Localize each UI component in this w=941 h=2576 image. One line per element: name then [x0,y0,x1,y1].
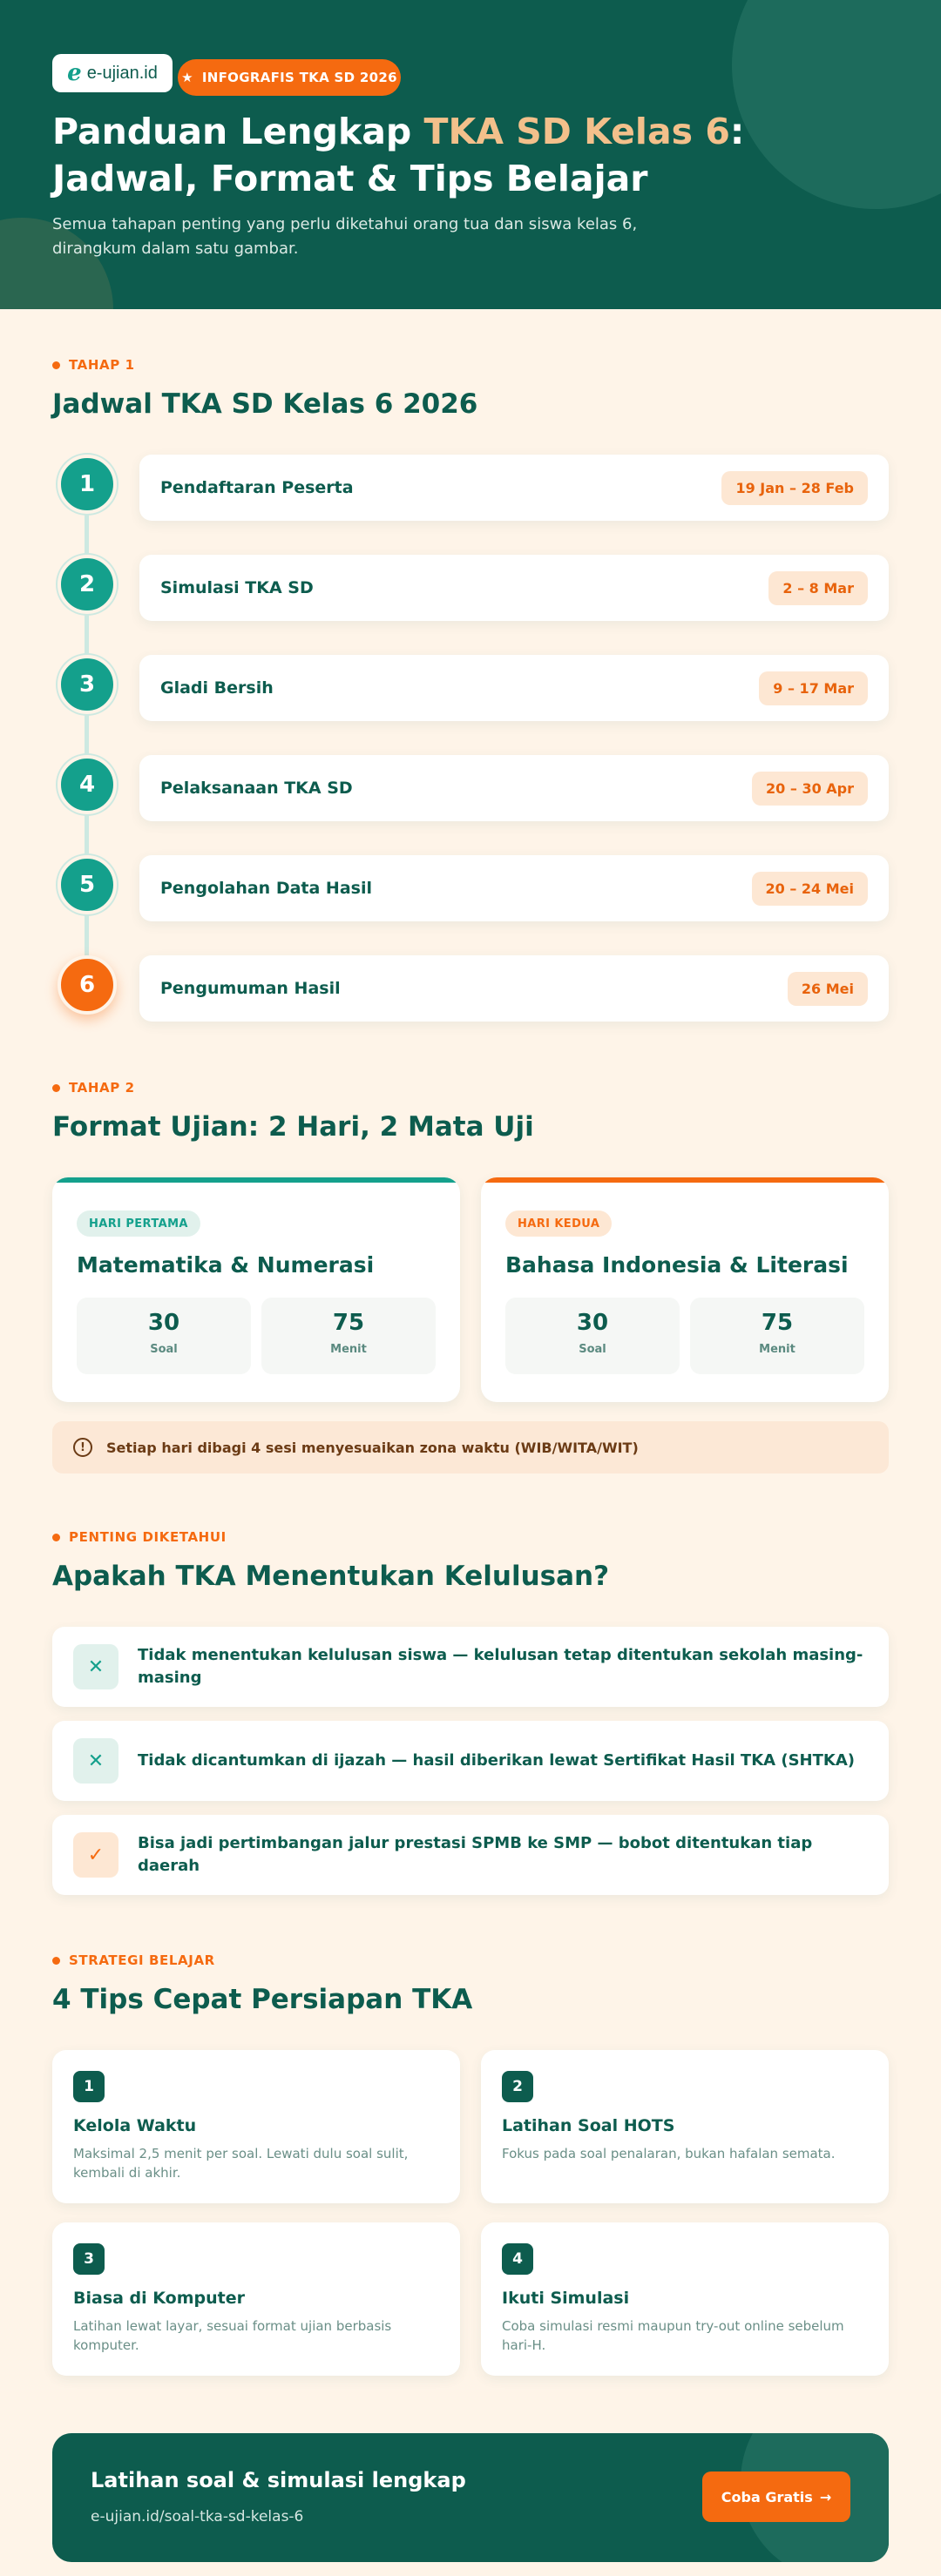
exam-subject: Matematika & Numerasi [77,1252,375,1278]
question-count [505,1298,680,1374]
infographic-tag-label: INFOGRAFIS TKA SD 2026 [201,70,397,85]
bullet-dot-icon [52,1534,60,1541]
step-label: Gladi Bersih [160,678,274,698]
tips-title: 4 Tips Cepat Persiapan TKA [52,1984,473,2015]
stat-value: 75 [332,1310,365,1336]
step-number: 6 [58,955,117,1015]
card-accent-bar [52,1177,460,1183]
star-icon: ★ [181,70,193,85]
format-eyebrow [52,1080,135,1096]
fact-text: Tidak dicantumkan di ijazah — hasil diberikan lewat Sertifikat Hasil TKA (SHTKA) [138,1751,855,1770]
tip-card [481,2050,889,2203]
step-label: Pengolahan Data Hasil [160,879,372,898]
exam-day-card [481,1177,889,1402]
tip-title: Latihan Soal HOTS [502,2116,675,2135]
fact-item [52,1721,889,1801]
date-badge: 2 – 8 Mar [768,571,868,605]
schedule-step [139,555,889,621]
step-number: 1 [58,455,117,514]
step-label: Pendaftaran Peserta [160,478,354,497]
tip-description: Coba simulasi resmi maupun try-out online sebelum hari-H. [502,2318,844,2353]
facts-eyebrow [52,1529,227,1545]
session-note [52,1421,889,1473]
title-accent: TKA SD Kelas 6 [423,111,730,152]
duration [690,1298,864,1374]
arrow-right-icon: → [819,2488,832,2505]
check-icon: ✓ [73,1832,118,1878]
cta-banner [52,2433,889,2562]
schedule-step [139,855,889,921]
hero-header [0,0,941,309]
tip-number: 1 [73,2071,105,2102]
info-icon: ! [73,1438,92,1457]
logo-text: e-ujian.id [86,63,158,83]
stat-unit: Menit [330,1343,367,1356]
title-part: : [729,111,745,152]
step-number: 2 [58,555,117,614]
tip-card [52,2050,460,2203]
format-title: Format Ujian: 2 Hari, 2 Mata Uji [52,1111,534,1143]
eyebrow-label: TAHAP 1 [69,357,135,373]
date-badge: 26 Mei [788,972,868,1006]
step-number: 5 [58,855,117,914]
tip-title: Kelola Waktu [73,2116,197,2135]
fact-item [52,1815,889,1895]
stat-value: 30 [147,1310,180,1336]
exam-subject: Bahasa Indonesia & Literasi [505,1252,849,1278]
date-badge: 20 – 30 Apr [752,772,868,806]
bullet-dot-icon [52,1084,60,1092]
logo-mark-icon: e [67,60,82,86]
duration [261,1298,436,1374]
date-badge: 19 Jan – 28 Feb [721,471,868,505]
eyebrow-label: TAHAP 2 [69,1080,135,1096]
stat-unit: Menit [759,1343,795,1356]
stat-unit: Soal [579,1343,606,1356]
facts-title: Apakah TKA Menentukan Kelulusan? [52,1561,610,1592]
step-label: Simulasi TKA SD [160,578,314,597]
tip-title: Biasa di Komputer [73,2289,245,2308]
try-free-button[interactable] [702,2471,850,2522]
schedule-step [139,955,889,1022]
date-badge: 20 – 24 Mei [752,872,869,906]
tip-number: 3 [73,2243,105,2275]
x-icon: ✕ [73,1644,118,1689]
tip-number: 4 [502,2243,533,2275]
stat-unit: Soal [150,1343,178,1356]
step-number: 3 [58,655,117,714]
title-line2: Jadwal, Format & Tips Belajar [52,158,648,199]
fact-text: Bisa jadi pertimbangan jalur prestasi SPMB ke SMP — bobot ditentukan tiap daerah [138,1834,813,1875]
x-icon: ✕ [73,1738,118,1784]
exam-day-card [52,1177,460,1402]
page-subtitle: Semua tahapan penting yang perlu diketahui orang tua dan siswa kelas 6, dirangkum dalam satu gambar. [52,215,638,258]
schedule-step [139,655,889,721]
tips-eyebrow [52,1952,215,1968]
day-tag: HARI PERTAMA [77,1210,200,1237]
button-label: Coba Gratis [721,2488,813,2505]
schedule-eyebrow [52,357,135,373]
tip-number: 2 [502,2071,533,2102]
tip-description: Maksimal 2,5 menit per soal. Lewati dulu soal sulit, kembali di akhir. [73,2146,409,2181]
title-part: Panduan Lengkap [52,111,424,152]
tip-card [481,2222,889,2376]
eyebrow-label: PENTING DIKETAHUI [69,1529,227,1545]
fact-text: Tidak menentukan kelulusan siswa — kelulusan tetap ditentukan sekolah masing-masing [138,1646,863,1687]
tip-description: Latihan lewat layar, sesuai format ujian berbasis komputer. [73,2318,392,2353]
bullet-dot-icon [52,1957,60,1965]
stat-value: 75 [761,1310,794,1336]
infographic-tag [178,59,401,96]
tip-description: Fokus pada soal penalaran, bukan hafalan semata. [502,2146,836,2161]
day-tag: HARI KEDUA [505,1210,612,1237]
schedule-step [139,455,889,521]
card-accent-bar [481,1177,889,1183]
question-count [77,1298,251,1374]
date-badge: 9 – 17 Mar [759,671,868,705]
tip-card [52,2222,460,2376]
note-text: Setiap hari dibagi 4 sesi menyesuaikan zona waktu (WIB/WITA/WIT) [106,1439,639,1456]
stat-value: 30 [576,1310,609,1336]
step-label: Pengumuman Hasil [160,979,341,998]
bullet-dot-icon [52,361,60,369]
cta-title: Latihan soal & simulasi lengkap [91,2468,466,2492]
schedule-title: Jadwal TKA SD Kelas 6 2026 [52,388,478,420]
page-title [52,108,889,202]
cta-url[interactable]: e-ujian.id/soal-tka-sd-kelas-6 [91,2508,304,2525]
logo[interactable] [52,54,173,92]
eyebrow-label: STRATEGI BELAJAR [69,1952,215,1968]
schedule-step [139,755,889,821]
step-number: 4 [58,755,117,814]
fact-item [52,1627,889,1707]
step-label: Pelaksanaan TKA SD [160,779,353,798]
tip-title: Ikuti Simulasi [502,2289,630,2308]
